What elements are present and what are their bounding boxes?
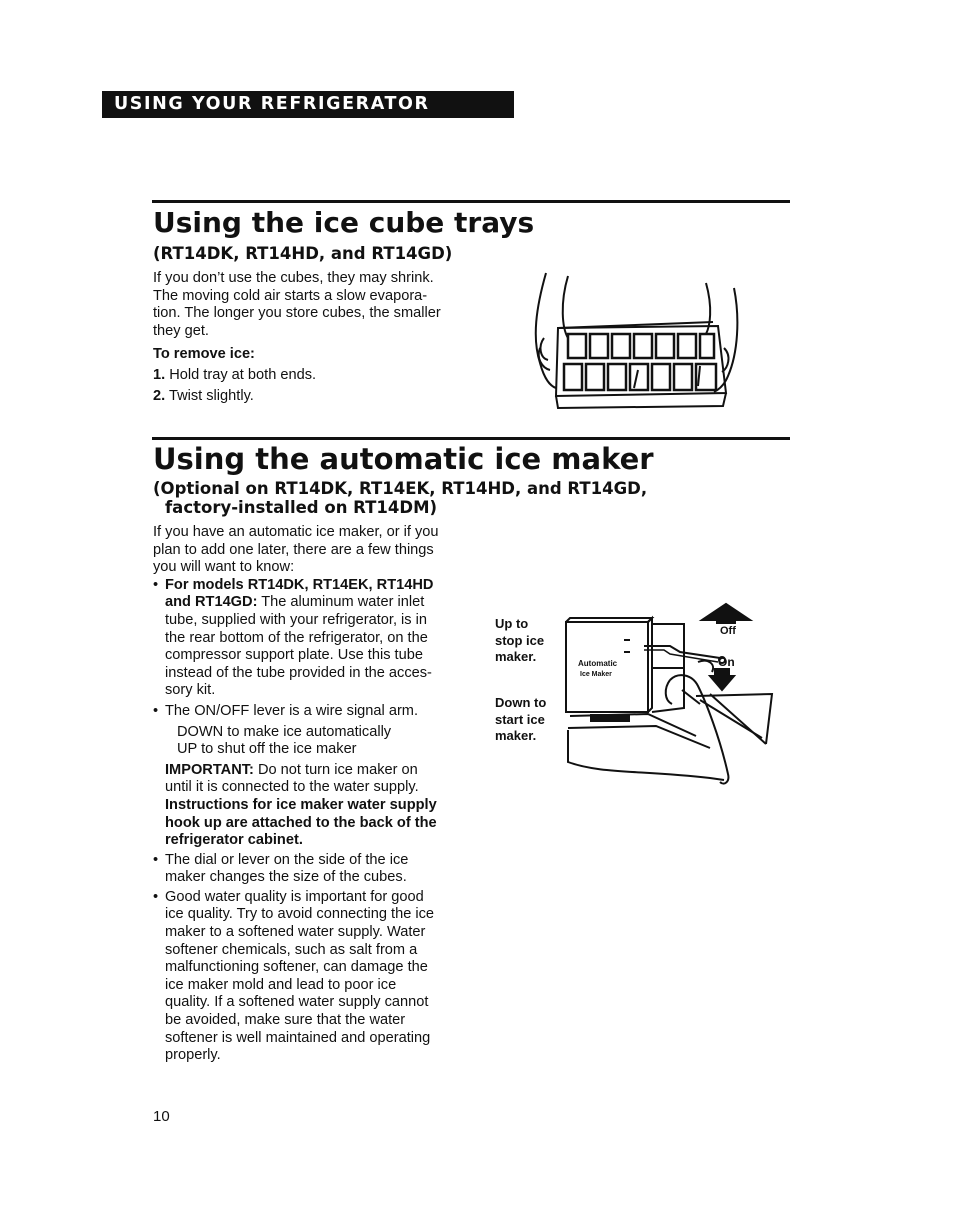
ice-trays-title: Using the ice cube trays	[153, 206, 535, 239]
bullet-bold-line: Instructions for ice maker water supply	[165, 796, 437, 813]
bullet-icon: •	[153, 851, 159, 868]
down-arrow-icon	[710, 676, 734, 690]
bullet-line: properly.	[165, 1047, 221, 1064]
bullet-icon: •	[153, 576, 159, 593]
intro-line: plan to add one later, there are a few things	[153, 541, 434, 558]
bullet-icon: •	[153, 702, 159, 719]
ice-maker-illustration	[560, 598, 780, 790]
step-text: Twist slightly.	[168, 387, 254, 404]
bullet-line: Good water quality is important for good	[165, 888, 424, 905]
intro-line: you will want to know:	[153, 559, 295, 576]
caption-line: start ice	[495, 711, 545, 727]
bullet-line: maker to a softened water supply. Water	[165, 924, 426, 941]
bullet-bold-line: For models RT14DK, RT14EK, RT14HD	[165, 576, 434, 593]
caption-up	[495, 616, 544, 666]
section-divider	[152, 437, 790, 440]
bullet-line: sory kit.	[165, 682, 216, 699]
list-item	[153, 889, 473, 1065]
bullet-line: the rear bottom of the refrigerator, on the	[165, 629, 428, 646]
up-arrow-icon	[702, 604, 750, 620]
step-item	[153, 388, 473, 406]
intro-line: If you don’t use the cubes, they may shrink.	[153, 270, 434, 286]
list-item	[153, 703, 473, 850]
bullet-bold-line: refrigerator cabinet.	[165, 832, 303, 849]
bullet-line: ice quality. Try to avoid connecting the ice	[165, 906, 435, 923]
section-divider	[152, 200, 790, 203]
bullet-line	[165, 762, 473, 780]
step-text: Hold tray at both ends.	[169, 366, 317, 383]
bullet-line: The ON/OFF lever is a wire signal arm.	[165, 702, 419, 719]
bullet-text-inline: The aluminum water inlet	[257, 594, 425, 611]
list-item	[153, 852, 473, 887]
intro-line: The moving cold air starts a slow evapora-	[153, 287, 428, 304]
bullet-line: The dial or lever on the side of the ice	[165, 851, 409, 868]
bullet-line: maker changes the size of the cubes.	[165, 869, 407, 886]
intro-line: If you have an automatic ice maker, or if you	[153, 524, 439, 540]
bullet-line: softener chemicals, such as salt from a	[165, 941, 418, 958]
list-item	[153, 577, 473, 700]
caption-line: maker.	[495, 728, 537, 743]
bullet-icon: •	[153, 888, 159, 905]
step-number: 1.	[153, 366, 166, 383]
caption-down	[495, 695, 546, 745]
section-banner: USING YOUR REFRIGERATOR	[102, 91, 514, 118]
intro-line: they get.	[153, 322, 209, 339]
intro-line: tion. The longer you store cubes, the smaller	[153, 305, 441, 322]
bullet-line: compressor support plate. Use this tube	[165, 647, 423, 664]
remove-ice-heading: To remove ice:	[153, 346, 255, 363]
bullet-bold-inline: and RT14GD:	[165, 594, 258, 611]
bullet-line: quality. If a softened water supply cannot	[165, 994, 429, 1011]
bullet-line: tube, supplied with your refrigerator, is in	[165, 611, 428, 628]
caption-line: maker.	[495, 649, 537, 664]
bullet-text-inline: Do not turn ice maker on	[253, 761, 418, 778]
bullet-line: UP to shut off the ice maker	[177, 741, 357, 758]
ice-maker-body	[153, 524, 473, 1065]
bullet-line: softener is well maintained and operating	[165, 1029, 431, 1046]
on-label: On	[718, 655, 735, 669]
models-line: factory-installed on RT14DM)	[165, 498, 438, 517]
bullet-line: be avoided, make sure that the water	[165, 1012, 406, 1029]
step-item	[153, 367, 473, 385]
ice-trays-intro	[153, 270, 473, 405]
caption-line: Down to	[495, 695, 547, 710]
caption-line: Up to	[495, 616, 529, 631]
off-label: Off	[720, 625, 736, 637]
page-number: 10	[153, 1108, 170, 1125]
bullet-line: until it is connected to the water supply.	[165, 779, 419, 796]
bullet-line: ice maker mold and lead to poor ice	[165, 976, 397, 993]
ice-maker-label-line: Automatic	[578, 659, 618, 668]
caption-line: stop ice	[495, 632, 545, 648]
bullet-line: instead of the tube provided in the acces-	[165, 664, 432, 681]
bullet-line: DOWN to make ice automatically	[177, 723, 392, 740]
ice-trays-models: (RT14DK, RT14HD, and RT14GD)	[153, 244, 453, 263]
bullet-list	[153, 577, 473, 1065]
bullet-line	[165, 594, 473, 612]
models-line: (Optional on RT14DK, RT14EK, RT14HD, and RT14GD,	[153, 479, 648, 498]
bullet-bold-line: hook up are attached to the back of the	[165, 814, 437, 831]
ice-maker-title: Using the automatic ice maker	[153, 442, 654, 476]
ice-tray-illustration	[528, 268, 743, 416]
bullet-line: malfunctioning softener, can damage the	[165, 959, 428, 976]
ice-maker-models	[153, 479, 647, 517]
step-number: 2.	[153, 387, 166, 404]
ice-maker-label-line: Ice Maker	[580, 671, 612, 678]
important-label: IMPORTANT:	[165, 761, 254, 778]
